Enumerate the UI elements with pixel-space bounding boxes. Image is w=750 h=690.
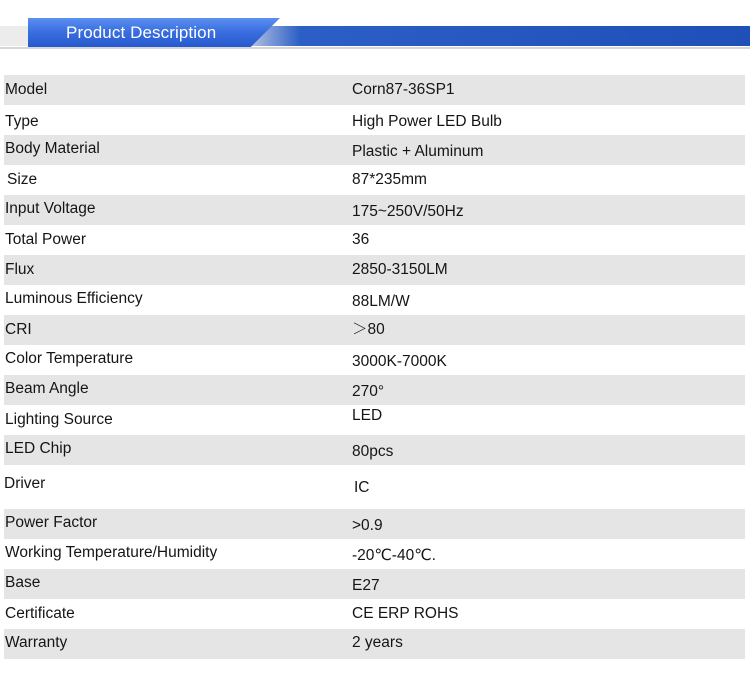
spec-value: Corn87-36SP1	[352, 81, 455, 98]
spec-label: Color Temperature	[5, 350, 134, 367]
spec-value: LED	[352, 407, 383, 424]
spec-label: Model	[5, 81, 48, 98]
spec-label: Input Voltage	[5, 200, 96, 217]
spec-row-model	[4, 75, 745, 105]
spec-row-size	[4, 165, 745, 195]
spec-value: E27	[352, 577, 380, 594]
spec-row-total-power	[4, 225, 745, 255]
spec-row-color-temperature	[4, 345, 745, 375]
spec-row-base	[4, 569, 745, 599]
spec-value: ＞80	[352, 321, 385, 338]
spec-value: 175~250V/50Hz	[352, 203, 464, 220]
spec-row-led-chip	[4, 435, 745, 465]
spec-row-luminous-efficiency	[4, 285, 745, 315]
section-title: Product Description	[66, 23, 217, 42]
spec-row-warranty	[4, 629, 745, 659]
spec-value: Plastic + Aluminum	[352, 143, 484, 160]
header-divider	[0, 47, 750, 49]
spec-label: Luminous Efficiency	[5, 290, 143, 307]
spec-row-type	[4, 105, 745, 135]
spec-value: 87*235mm	[352, 171, 427, 188]
spec-value: 2 years	[352, 634, 403, 651]
spec-row-input-voltage	[4, 195, 745, 225]
spec-value: 88LM/W	[352, 293, 410, 310]
spec-value: 270°	[352, 383, 385, 400]
spec-label: LED Chip	[5, 440, 72, 457]
spec-label: Base	[5, 574, 41, 591]
spec-row-certificate	[4, 599, 745, 629]
spec-value: 2850-3150LM	[352, 261, 448, 278]
spec-value: CE ERP ROHS	[352, 605, 459, 622]
spec-row-lighting-source	[4, 405, 745, 435]
spec-label: Driver	[4, 475, 46, 492]
spec-label: Working Temperature/Humidity	[5, 544, 218, 561]
spec-value: IC	[354, 479, 370, 496]
spec-label: Beam Angle	[5, 380, 89, 397]
spec-table	[4, 75, 745, 659]
section-header	[0, 18, 750, 48]
spec-value: High Power LED Bulb	[352, 113, 502, 130]
spec-row-flux	[4, 255, 745, 285]
spec-label: Total Power	[5, 231, 86, 248]
spec-label: Lighting Source	[5, 411, 113, 428]
spec-value: >0.9	[352, 517, 383, 534]
spec-value: 36	[352, 231, 370, 248]
spec-row-beam-angle	[4, 375, 745, 405]
spec-row-driver	[4, 465, 745, 509]
spec-value: 3000K-7000K	[352, 353, 447, 370]
spec-row-cri	[4, 315, 745, 345]
spec-label: Certificate	[5, 605, 75, 622]
spec-value: -20℃-40℃.	[352, 547, 436, 564]
spec-row-power-factor	[4, 509, 745, 539]
spec-value: 80pcs	[352, 443, 394, 460]
spec-label: Size	[7, 171, 38, 188]
spec-row-body-material	[4, 135, 745, 165]
spec-label: Type	[5, 113, 39, 130]
spec-label: Body Material	[5, 140, 100, 157]
spec-label: CRI	[5, 321, 32, 338]
spec-label: Power Factor	[5, 514, 98, 531]
spec-row-working-temperature	[4, 539, 745, 569]
spec-label: Flux	[5, 261, 35, 278]
spec-label: Warranty	[5, 634, 68, 651]
